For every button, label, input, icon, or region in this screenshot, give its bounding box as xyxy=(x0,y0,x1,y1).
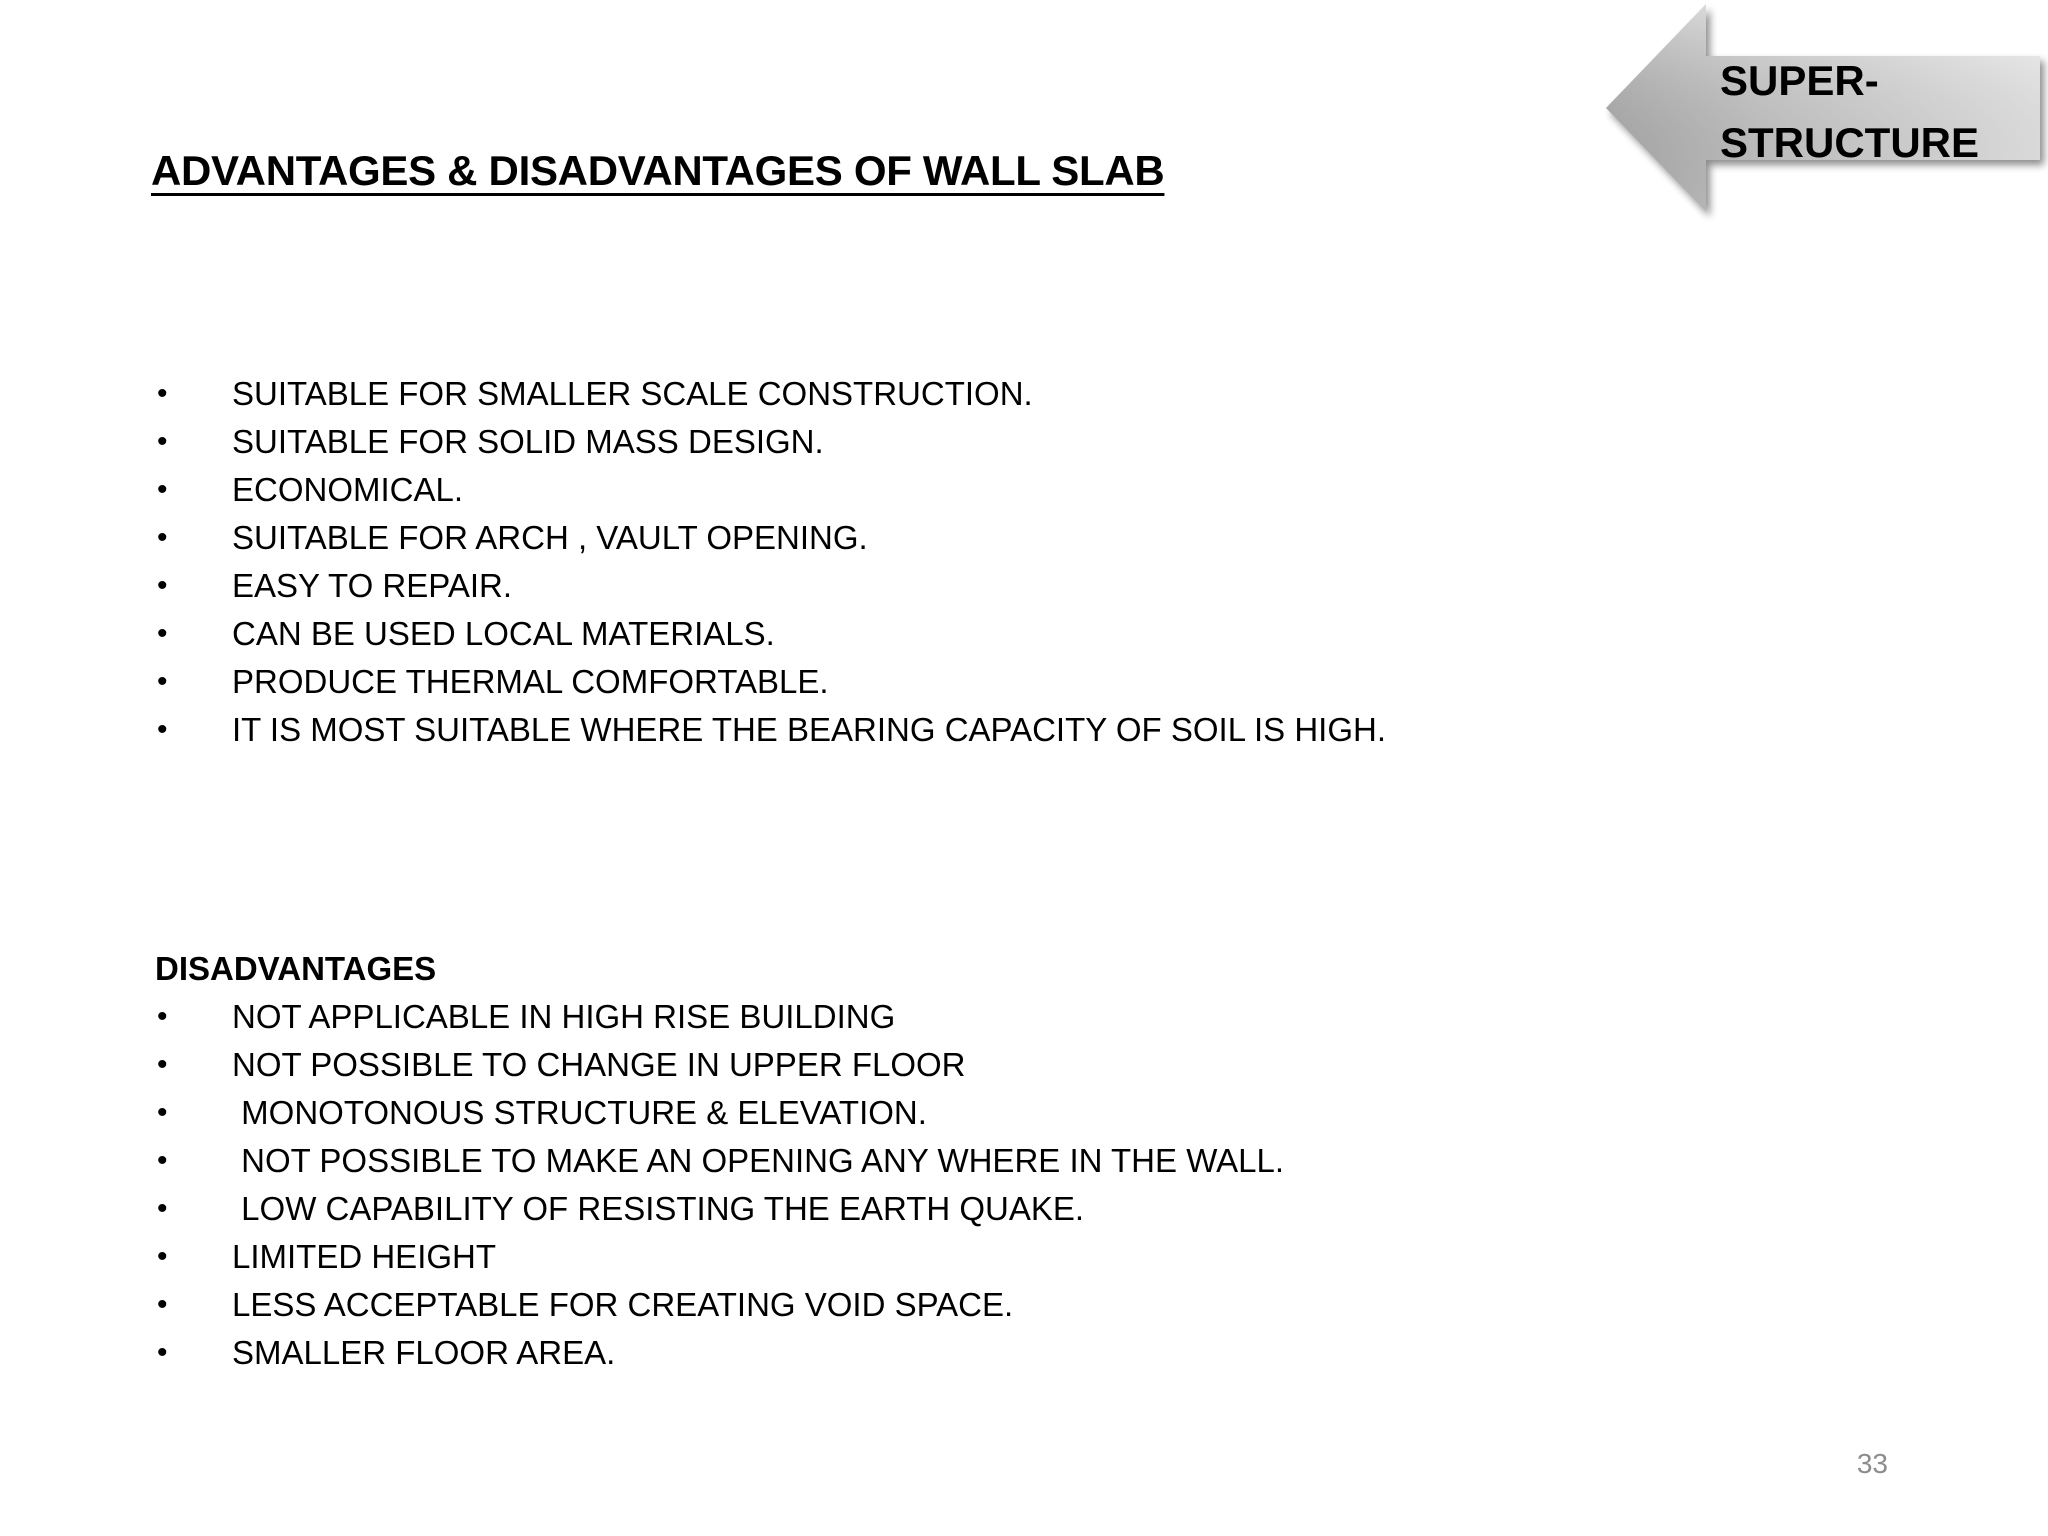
advantage-text: IT IS MOST SUITABLE WHERE THE BEARING CAPACITY OF SOIL IS HIGH. xyxy=(232,711,1387,748)
disadvantage-text: NOT POSSIBLE TO CHANGE IN UPPER FLOOR xyxy=(232,1046,966,1083)
disadvantage-text: LIMITED HEIGHT xyxy=(232,1238,497,1275)
advantage-text: SUITABLE FOR SOLID MASS DESIGN. xyxy=(232,423,824,460)
superstructure-label-line2: STRUCTURE xyxy=(1720,119,1979,166)
bullet-icon: • xyxy=(157,473,168,506)
bullet-icon: • xyxy=(157,1096,168,1129)
slide-title: ADVANTAGES & DISADVANTAGES OF WALL SLAB xyxy=(151,147,1165,194)
superstructure-label xyxy=(1720,50,1979,174)
advantage-text: EASY TO REPAIR. xyxy=(232,567,513,604)
bullet-icon: • xyxy=(157,713,168,746)
bullet-icon: • xyxy=(157,425,168,458)
list-item xyxy=(151,993,896,1041)
disadvantage-text: LOW CAPABILITY OF RESISTING THE EARTH QUAKE. xyxy=(232,1190,1085,1227)
disadvantage-text: SMALLER FLOOR AREA. xyxy=(232,1334,616,1371)
disadvantage-text: NOT APPLICABLE IN HIGH RISE BUILDING xyxy=(232,998,896,1035)
superstructure-label-line1: SUPER- xyxy=(1720,57,1879,104)
advantage-text: PRODUCE THERMAL COMFORTABLE. xyxy=(232,663,829,700)
bullet-icon: • xyxy=(157,1144,168,1177)
list-item xyxy=(151,1233,497,1281)
disadvantage-text: NOT POSSIBLE TO MAKE AN OPENING ANY WHERE IN THE WALL. xyxy=(232,1142,1285,1179)
disadvantages-list xyxy=(151,993,1285,1377)
disadvantage-text: LESS ACCEPTABLE FOR CREATING VOID SPACE. xyxy=(232,1286,1014,1323)
list-item xyxy=(151,1329,616,1377)
superstructure-nav-button[interactable] xyxy=(1600,0,2048,230)
page-number: 33 xyxy=(1856,1448,1888,1479)
bullet-icon: • xyxy=(157,617,168,650)
list-item xyxy=(151,1137,1285,1185)
advantage-text: CAN BE USED LOCAL MATERIALS. xyxy=(232,615,775,652)
list-item xyxy=(151,1185,1085,1233)
bullet-icon: • xyxy=(157,1288,168,1321)
advantage-text: SUITABLE FOR SMALLER SCALE CONSTRUCTION. xyxy=(232,375,1033,412)
list-item xyxy=(151,1041,966,1089)
bullet-icon: • xyxy=(157,1336,168,1369)
disadvantage-text: MONOTONOUS STRUCTURE & ELEVATION. xyxy=(232,1094,927,1131)
bullet-icon: • xyxy=(157,377,168,410)
list-item xyxy=(151,1281,1014,1329)
advantage-text: SUITABLE FOR ARCH , VAULT OPENING. xyxy=(232,519,868,556)
disadvantages-section xyxy=(151,945,1285,1377)
list-item xyxy=(151,1089,927,1137)
bullet-icon: • xyxy=(157,1000,168,1033)
bullet-icon: • xyxy=(157,1240,168,1273)
bullet-icon: • xyxy=(157,569,168,602)
bullet-icon: • xyxy=(157,665,168,698)
advantage-text: ECONOMICAL. xyxy=(232,471,464,508)
bullet-icon: • xyxy=(157,521,168,554)
disadvantages-heading: DISADVANTAGES xyxy=(155,950,437,987)
bullet-icon: • xyxy=(157,1192,168,1225)
bullet-icon: • xyxy=(157,1048,168,1081)
